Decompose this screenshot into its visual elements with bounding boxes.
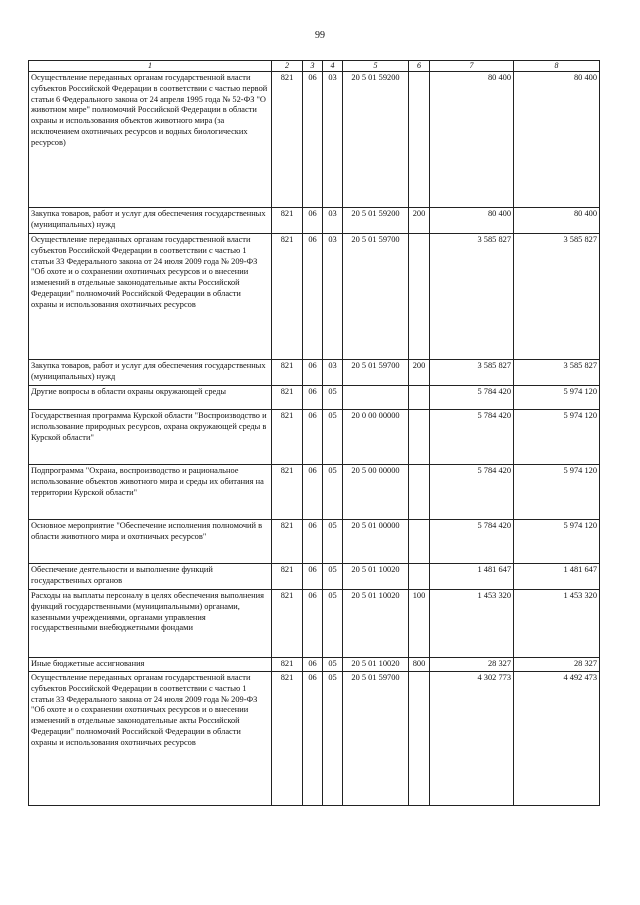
header-col-4: 4: [323, 61, 343, 72]
row-csr: 20 5 01 59200: [343, 208, 409, 234]
row-csr: 20 5 01 00000: [343, 520, 409, 564]
header-row: [29, 61, 600, 72]
row-csr: [343, 386, 409, 410]
row-rz: 06: [303, 465, 323, 520]
row-pr: 05: [323, 658, 343, 672]
row-ved: 821: [272, 465, 303, 520]
table-row: [29, 520, 600, 564]
row-name: Другие вопросы в области охраны окружающей среды: [29, 386, 272, 410]
row-sum-2: 5 974 120: [514, 465, 600, 520]
row-pr: 05: [323, 410, 343, 465]
table-row: [29, 208, 600, 234]
row-vr: [409, 386, 430, 410]
page-number: 99: [315, 30, 325, 41]
table-row: [29, 360, 600, 386]
row-rz: 06: [303, 410, 323, 465]
row-sum-1: 5 784 420: [430, 410, 514, 465]
row-sum-2: 80 400: [514, 208, 600, 234]
row-sum-1: 80 400: [430, 72, 514, 208]
row-rz: 06: [303, 672, 323, 806]
row-pr: 05: [323, 520, 343, 564]
budget-table: [28, 60, 600, 806]
row-sum-2: 28 327: [514, 658, 600, 672]
row-ved: 821: [272, 386, 303, 410]
row-name: Осуществление переданных органам государственной власти субъектов Российской Федерации в соответствии с частью 1 статьи 33 Федерального закона от 24 июля 2009 года № 209-ФЗ "Об охоте и о сохранении охотничьих ресурсов и о внесении изменений в отдельные законодательные акты Российской Федерации" полномочий Российской Федерации в области охраны и использования охотничьих ресурсов: [29, 234, 272, 360]
row-ved: 821: [272, 410, 303, 465]
row-pr: 03: [323, 234, 343, 360]
table-row: [29, 590, 600, 658]
row-sum-2: 5 974 120: [514, 520, 600, 564]
row-csr: 20 5 01 10020: [343, 658, 409, 672]
row-ved: 821: [272, 234, 303, 360]
row-sum-1: 3 585 827: [430, 360, 514, 386]
row-sum-2: 5 974 120: [514, 410, 600, 465]
row-rz: 06: [303, 360, 323, 386]
row-vr: 100: [409, 590, 430, 658]
row-name: Государственная программа Курской области "Воспроизводство и использование природных ресурсов, охрана окружающей среды в Курской области": [29, 410, 272, 465]
row-vr: [409, 465, 430, 520]
row-pr: 05: [323, 465, 343, 520]
row-name: Расходы на выплаты персоналу в целях обеспечения выполнения функций государственными (муниципальными) органами, казенными учреждениями, органами управления государственными внебюджетными фондами: [29, 590, 272, 658]
header-col-6: 6: [409, 61, 430, 72]
row-sum-1: 5 784 420: [430, 386, 514, 410]
row-vr: [409, 520, 430, 564]
row-csr: 20 5 01 59200: [343, 72, 409, 208]
row-ved: 821: [272, 658, 303, 672]
row-pr: 03: [323, 72, 343, 208]
row-csr: 20 5 01 59700: [343, 360, 409, 386]
row-csr: 20 5 00 00000: [343, 465, 409, 520]
row-sum-1: 1 453 320: [430, 590, 514, 658]
row-pr: 05: [323, 590, 343, 658]
header-col-8: 8: [514, 61, 600, 72]
table-row: [29, 658, 600, 672]
row-ved: 821: [272, 520, 303, 564]
row-rz: 06: [303, 386, 323, 410]
table-row: [29, 72, 600, 208]
row-vr: [409, 234, 430, 360]
row-rz: 06: [303, 208, 323, 234]
row-name: Осуществление переданных органам государственной власти субъектов Российской Федерации в соответствии с частью первой статьи 6 Федерального закона от 24 апреля 1995 года № 52-ФЗ "О животном мире" полномочий Российской Федерации в области охраны и использования объектов животного мира (за исключением охотничьих ресурсов и водных биологических ресурсов): [29, 72, 272, 208]
row-sum-1: 28 327: [430, 658, 514, 672]
row-name: Закупка товаров, работ и услуг для обеспечения государственных (муниципальных) нужд: [29, 208, 272, 234]
row-name: Подпрограмма "Охрана, воспроизводство и рациональное использование объектов животного мира и среды их обитания на территории Курской области": [29, 465, 272, 520]
row-vr: 800: [409, 658, 430, 672]
row-name: Обеспечение деятельности и выполнение функций государственных органов: [29, 564, 272, 590]
row-name: Закупка товаров, работ и услуг для обеспечения государственных (муниципальных) нужд: [29, 360, 272, 386]
row-pr: 05: [323, 564, 343, 590]
row-sum-1: 3 585 827: [430, 234, 514, 360]
row-csr: 20 5 01 59700: [343, 234, 409, 360]
row-rz: 06: [303, 234, 323, 360]
row-sum-1: 4 302 773: [430, 672, 514, 806]
row-pr: 03: [323, 360, 343, 386]
row-vr: [409, 672, 430, 806]
header-col-1: 1: [29, 61, 272, 72]
table-row: [29, 564, 600, 590]
row-csr: 20 0 00 00000: [343, 410, 409, 465]
row-vr: 200: [409, 360, 430, 386]
row-name: Основное мероприятие "Обеспечение исполнения полномочий в области животного мира и охотничьих ресурсов": [29, 520, 272, 564]
row-sum-2: 1 481 647: [514, 564, 600, 590]
row-ved: 821: [272, 672, 303, 806]
row-ved: 821: [272, 208, 303, 234]
row-name: Иные бюджетные ассигнования: [29, 658, 272, 672]
row-pr: 05: [323, 672, 343, 806]
row-sum-1: 5 784 420: [430, 465, 514, 520]
row-sum-2: 80 400: [514, 72, 600, 208]
row-ved: 821: [272, 72, 303, 208]
header-col-7: 7: [430, 61, 514, 72]
row-rz: 06: [303, 564, 323, 590]
row-ved: 821: [272, 590, 303, 658]
row-sum-2: 5 974 120: [514, 386, 600, 410]
row-ved: 821: [272, 564, 303, 590]
row-pr: 03: [323, 208, 343, 234]
row-vr: [409, 72, 430, 208]
row-vr: [409, 410, 430, 465]
row-rz: 06: [303, 520, 323, 564]
row-rz: 06: [303, 590, 323, 658]
table-row: [29, 672, 600, 806]
row-sum-2: 1 453 320: [514, 590, 600, 658]
row-sum-2: 3 585 827: [514, 234, 600, 360]
table-row: [29, 465, 600, 520]
row-csr: 20 5 01 10020: [343, 564, 409, 590]
header-col-3: 3: [303, 61, 323, 72]
header-col-5: 5: [343, 61, 409, 72]
row-sum-1: 5 784 420: [430, 520, 514, 564]
row-ved: 821: [272, 360, 303, 386]
row-vr: [409, 564, 430, 590]
row-csr: 20 5 01 59700: [343, 672, 409, 806]
header-col-2: 2: [272, 61, 303, 72]
row-name: Осуществление переданных органам государственной власти субъектов Российской Федерации в соответствии с частью 1 статьи 33 Федерального закона от 24 июля 2009 года № 209-ФЗ "Об охоте и о сохранении охотничьих ресурсов и о внесении изменений в отдельные законодательные акты Российской Федерации" полномочий Российской Федерации в области охраны и использования охотничьих ресурсов: [29, 672, 272, 806]
table-row: [29, 234, 600, 360]
row-sum-2: 4 492 473: [514, 672, 600, 806]
row-sum-1: 1 481 647: [430, 564, 514, 590]
row-rz: 06: [303, 658, 323, 672]
row-sum-1: 80 400: [430, 208, 514, 234]
row-csr: 20 5 01 10020: [343, 590, 409, 658]
row-vr: 200: [409, 208, 430, 234]
row-rz: 06: [303, 72, 323, 208]
table-row: [29, 410, 600, 465]
row-sum-2: 3 585 827: [514, 360, 600, 386]
table-row: [29, 386, 600, 410]
row-pr: 05: [323, 386, 343, 410]
